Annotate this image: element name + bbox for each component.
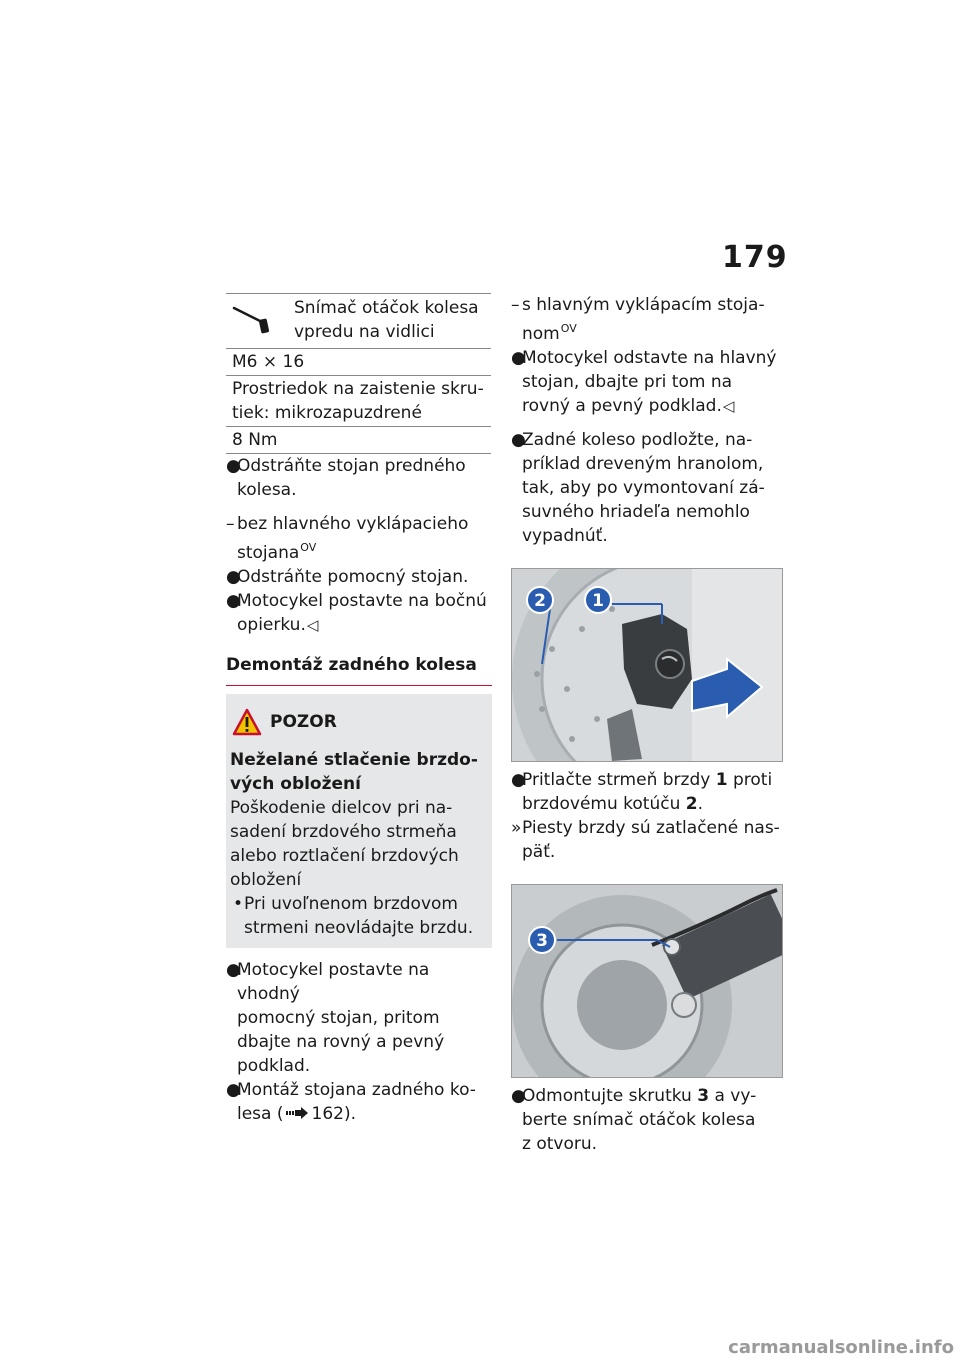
page-number: 179 — [722, 240, 788, 275]
bullet: ● — [511, 770, 526, 790]
torque-spec-table — [226, 293, 491, 454]
warning-instruction: • Pri uvoľnenom brzdovom strmeni neovládajte brzdu. — [233, 894, 474, 938]
torque-wrench-icon — [226, 296, 294, 336]
spec-value: Prostriedok na zaistenie skru- — [232, 379, 484, 399]
list-item: ● Zadné koleso podložte, na- príklad dreveným hranolom, tak, aby po vymontovaní zá- suvného hriadeľa nemohlo vypadnúť. — [511, 430, 765, 546]
warning-label: POZOR — [270, 712, 337, 732]
list-item: ● Pritlačte strmeň brzdy 1 proti brzdovému kotúču 2. — [511, 770, 773, 814]
warning-title: Neželané stlačenie brzdo- vých obložení — [230, 750, 478, 794]
spec-title-line: vpredu na vidlici — [294, 322, 435, 342]
bullet: ● — [511, 1086, 526, 1106]
bullet: ● — [511, 430, 526, 450]
list-item: ● Montáž stojana zadného ko- lesa ( 162). — [226, 1080, 476, 1124]
spec-value: tiek: mikrozapuzdrené — [232, 403, 422, 423]
callout-3: 3 — [536, 931, 548, 951]
spec-value: M6 × 16 — [232, 352, 305, 372]
page-reference-link[interactable]: 162 — [311, 1104, 344, 1124]
bullet: ● — [226, 456, 241, 476]
brake-caliper-photo — [511, 568, 783, 762]
list-item: ● Motocykel postavte na bočnú opierku.◁ — [226, 591, 487, 635]
dash: – — [511, 295, 520, 315]
spec-row-locking-agent — [226, 376, 491, 427]
spec-table-header — [226, 294, 491, 349]
bullet: ● — [226, 1080, 241, 1100]
dash: – — [226, 514, 235, 534]
warning-triangle-icon — [232, 708, 262, 736]
spec-title-line: Snímač otáčok kolesa — [294, 298, 479, 318]
watermark: carmanualsonline.info — [728, 1337, 954, 1358]
list-item: ● Odstráňte pomocný stojan. — [226, 567, 469, 587]
callout-1: 1 — [592, 591, 604, 611]
callout-2: 2 — [534, 591, 546, 611]
bullet: ● — [511, 348, 526, 368]
end-mark-icon: ◁ — [722, 397, 735, 415]
right-column — [511, 293, 781, 1156]
optional-equipment-mark: OV — [300, 541, 317, 554]
section-title: Demontáž zadného kolesa — [226, 653, 492, 686]
condition-item: – s hlavným vyklápacím stoja- nom$^{OV}$ — [511, 295, 765, 344]
bullet: ● — [226, 960, 241, 980]
spec-row-bolt — [226, 349, 491, 376]
result-item: » Piesty brzdy sú zatlačené nas- päť. — [511, 818, 780, 862]
bullet: ● — [226, 591, 241, 611]
bullet: ● — [226, 567, 241, 587]
left-column — [226, 293, 492, 1126]
list-item: ● Motocykel postavte na vhodný pomocný stojan, pritom dbajte na rovný a pevný podklad. — [226, 960, 445, 1076]
list-item: ● Odmontujte skrutku 3 a vy- berte snímač otáčok kolesa z otvoru. — [511, 1086, 757, 1154]
warning-body: Poškodenie dielcov pri na- sadení brzdového strmeňa alebo roztlačení brzdových obložení — [230, 798, 459, 890]
reference-arrow-icon — [286, 1107, 308, 1119]
condition-item: – bez hlavného vyklápacieho stojana$^{OV}$ — [226, 514, 469, 563]
spec-row-torque — [226, 427, 491, 454]
warning-box — [226, 694, 492, 948]
optional-equipment-mark: OV — [560, 322, 577, 335]
list-item: ● Motocykel odstavte na hlavný stojan, dbajte pri tom na rovný a pevný podklad.◁ — [511, 348, 777, 416]
list-item: ● Odstráňte stojan predného kolesa. — [226, 456, 466, 500]
spec-value: 8 Nm — [232, 430, 278, 450]
end-mark-icon: ◁ — [306, 616, 319, 634]
result-mark: » — [511, 818, 522, 838]
speed-sensor-photo — [511, 884, 783, 1078]
